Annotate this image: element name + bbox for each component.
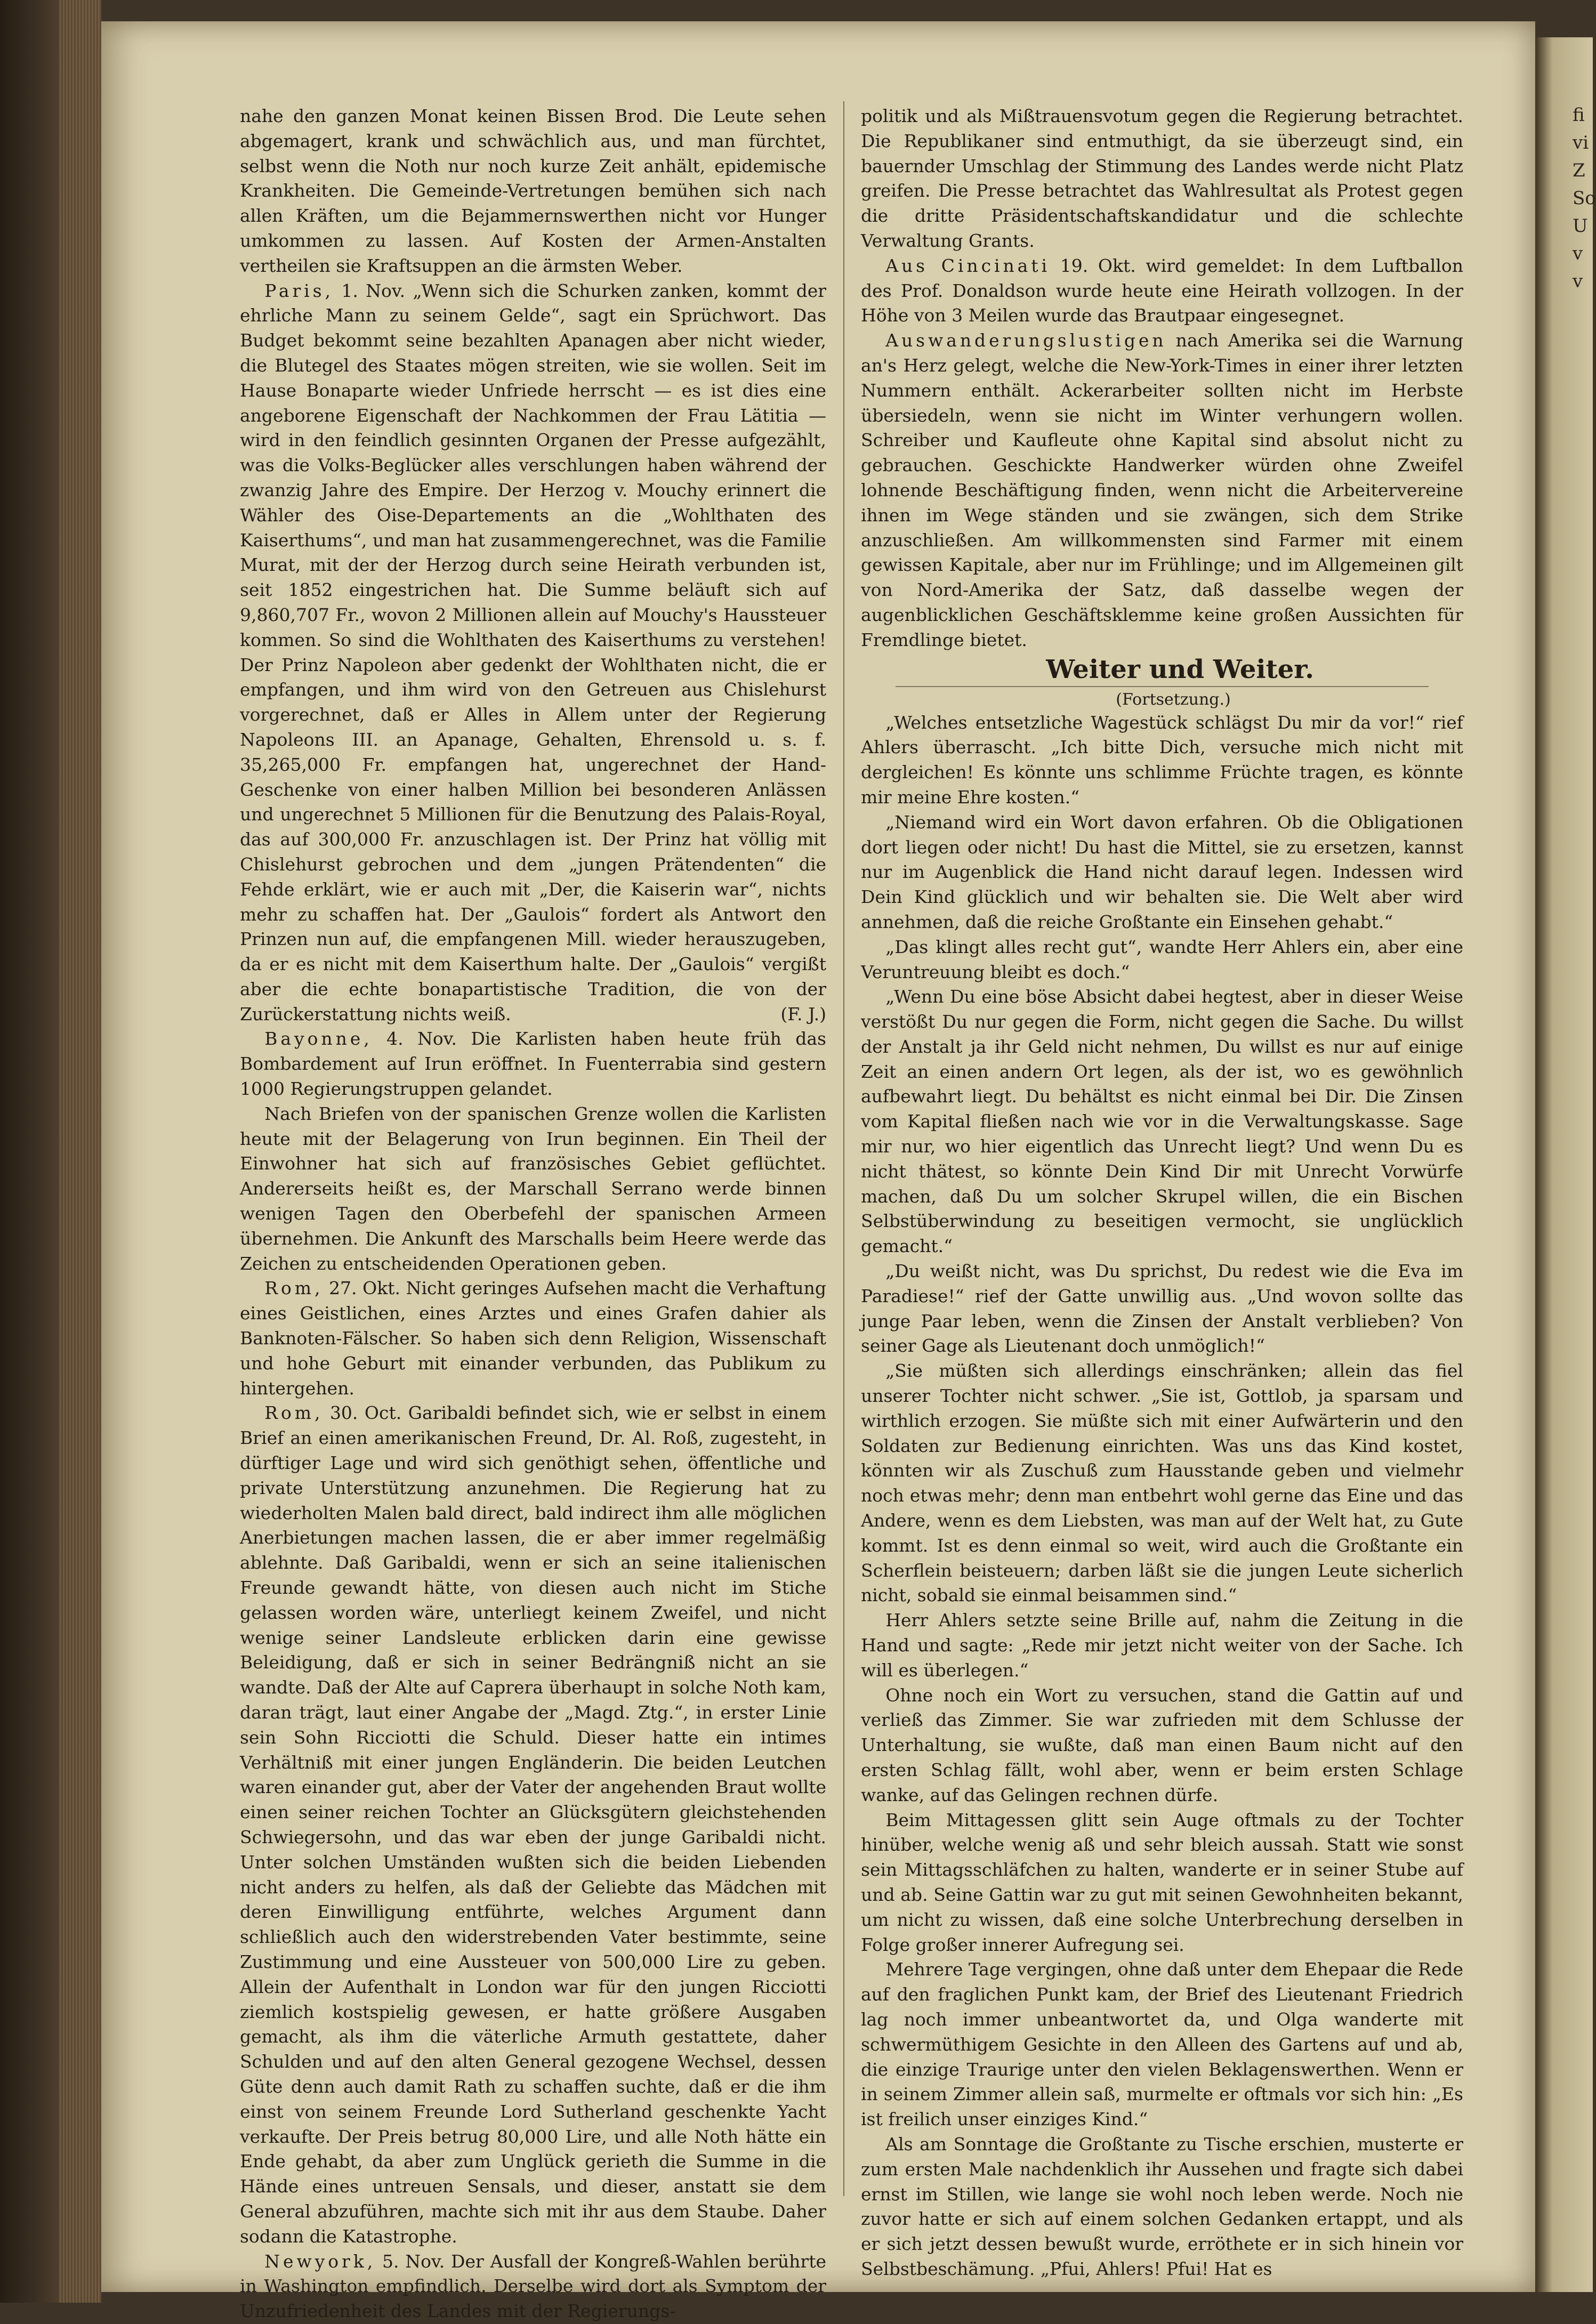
article-paragraph: Paris, 1. Nov. „Wenn sich die Schurken zanken, kommt der ehrliche Mann zu seinem Gelde“, sagt ein Sprüchwort. Das Budget bekommt seine bezahlten Apanagen aber nicht wieder, die Blutegel des Staates mögen streiten, wie sie wollen. Seit im Hause Bonaparte wieder Unfriede herrscht — es ist dies eine angeborene Eigenschaft der Nachkommen der Frau Lätitia — wird in den feindlich gesinnten Organen der Presse aufgezählt, was die Volks-Beglücker alles verschlungen haben während der zwanzig Jahre des Empire. Der Herzog v. Mouchy erinnert die Wähler des Oise-Departements an die „Wohlthaten des Kaiserthums“, und man hat zusammengerechnet, was die Familie Murat, mit der der Herzog durch seine Heirath verbunden ist, seit 1852 eingestrichen hat. Die Summe beläuft sich auf 9,860,707 Fr., wovon 2 Millionen allein auf Mouchy's Haussteuer kommen. So sind die Wohlthaten des Kaiserthums zu verstehen! Der Prinz Napoleon aber gedenkt der Wohlthaten nicht, die er empfangen, und ihm wird von den Getreuen aus Chislehurst vorgerechnet, daß er Alles in Allem unter der Regierung Napoleons III. an Apanage, Gehalten, Ehrensold u. s. f. 35,265,000 Fr. empfangen hat, ungerechnet der Hand-Geschenke von einer halben Million bei besonderen Anlässen und ungerechnet 5 Millionen für die Benutzung des Palais-Royal, das auf 300,000 Fr. anzuschlagen ist. Der Prinz hat völlig mit Chislehurst gebrochen und dem „jungen Prätendenten“ die Fehde erklärt, wie er auch mit „Der, die Kaiserin war“, nichts mehr zu schaffen hat. Der „Gaulois“ fordert als Antwort den Prinzen nun auf, die empfangenen Mill. wieder herauszugeben, da er es nicht mit dem Kaiserthum halte. Der „Gaulois“ vergißt aber die echte bonapartistische Tradition, die von der Zurückerstattung nichts weiß. (F. J.) xyxy=(240,279,826,1027)
article-paragraph: nahe den ganzen Monat keinen Bissen Brod. Die Leute sehen abgemagert, krank und schwächlich aus, und man fürchtet, selbst wenn die Noth nur noch kurze Zeit anhält, epidemische Krankheiten. Die Gemeinde-Vertretungen bemühen sich nach allen Kräften, um die Bejammernswerthen nicht vor Hunger umkommen zu lassen. Auf Kosten der Armen-Anstalten vertheilen sie Kraftsuppen an die ärmsten Weber. xyxy=(240,106,826,276)
story-subtitle: (Fortsetzung.) xyxy=(1116,690,1231,709)
story-paragraph: Beim Mittagessen glitt sein Auge oftmals zu der Tochter hinüber, welche wenig aß und sehr bleich aussah. Statt wie sonst sein Mittagsschläfchen zu halten, wanderte er in seiner Stube auf und ab. Seine Gattin war zu gut mit seinen Gewohnheiten bekannt, um nicht zu wissen, daß eine solche Unterbrechung derselben in Folge großer innerer Aufregung sei. xyxy=(861,1809,1463,1955)
story-paragraph: Herr Ahlers setzte seine Brille auf, nahm die Zeitung in die Hand und sagte: „Rede mir jetzt nicht weiter von der Sache. Ich will es überlegen.“ xyxy=(861,1610,1463,1681)
article-paragraph: Auswanderungslustigen nach Amerika sei die Warnung an's Herz gelegt, welche die New-York-Times in einer ihrer letzten Nummern enthält. Ackerarbeiter sollten nicht im Herbste übersiedeln, wenn sie nicht im Winter verhungern wollen. Schreiber und Kaufleute ohne Kapital sind absolut nicht zu gebrauchen. Geschickte Handwerker würden ohne Zweifel lohnende Beschäftigung finden, wenn nicht die Arbeitervereine ihnen im Wege ständen und sie zwängen, sich dem Strike anzuschließen. Am willkommensten sind Farmer mit einem gewissen Kapitale, aber nur im Frühlinge; und im Allgemeinen gilt von Nord-Amerika der Satz, daß dasselbe wegen der augenblicklichen Geschäftsklemme keine großen Aussichten für Fremdlinge bietet. xyxy=(861,330,1463,650)
left-column xyxy=(240,104,826,2324)
story-paragraph: „Welches entsetzliche Wagestück schlägst Du mir da vor!“ rief Ahlers überrascht. „Ich bitte Dich, versuche mich nicht mit dergleichen! Es könnte uns schlimme Früchte tragen, es könnte mir meine Ehre kosten.“ xyxy=(861,712,1463,808)
article-paragraph: Nach Briefen von der spanischen Grenze wollen die Karlisten heute mit der Belagerung von Irun beginnen. Ein Theil der Einwohner hat sich auf französisches Gebiet geflüchtet. Andererseits heißt es, der Marschall Serrano werde binnen wenigen Tagen den Oberbefehl der spanischen Armeen übernehmen. Die Ankunft des Marschalls beim Heere werde das Zeichen zu entscheidenden Operationen geben. xyxy=(240,1103,826,1274)
dateline: Newyork, xyxy=(264,2250,376,2272)
article-signature: (F. J.) xyxy=(780,1003,826,1024)
column-divider xyxy=(843,101,844,2196)
article-paragraph: Rom, 27. Okt. Nicht geringes Aufsehen macht die Verhaftung eines Geistlichen, eines Arztes und eines Grafen dahier als Banknoten-Fälscher. So haben sich denn Religion, Wissenschaft und hohe Geburt mit einander verbunden, das Publikum zu hintergehen. xyxy=(240,1278,826,1399)
article-paragraph: politik und als Mißtrauensvotum gegen die Regierung betrachtet. Die Republikaner sind entmuthigt, da sie überzeugt sind, ein bauernder Umschlag der Stimmung des Landes werde nicht Platz greifen. Die Presse betrachtet das Wahlresultat als Protest gegen die dritte Präsidentschaftskandidatur und die schlechte Verwaltung Grants. xyxy=(861,106,1463,251)
story-title: Weiter und Weiter. xyxy=(1046,654,1314,684)
dateline: Rom, xyxy=(264,1278,324,1299)
story-paragraph: Ohne noch ein Wort zu versuchen, stand die Gattin auf und verließ das Zimmer. Sie war zufrieden mit dem Schlusse der Unterhaltung, sie wußte, daß man einen Baum nicht auf den ersten Schlag fällt, wohl aber, wenn er beim ersten Schlage wanke, auf das Gelingen rechnen dürfe. xyxy=(861,1684,1463,1805)
story-paragraph: „Das klingt alles recht gut“, wandte Herr Ahlers ein, aber eine Veruntreuung bleibt es doch.“ xyxy=(861,936,1463,982)
dateline: Auswanderungslustigen xyxy=(885,330,1167,351)
story-paragraph: Als am Sonntage die Großtante zu Tische erschien, musterte er zum ersten Male nachdenklich ihr Aussehen und fragte sich dabei ernst im Stillen, wie lange sie wohl noch leben werde. Noch nie zuvor hatte er sich auf einem solchen Gedanken ertappt, und als er sich jetzt dessen bewußt wurde, erröthete er in sich hinein vor Selbstbeschämung. „Pfui, Ahlers! Pfui! Hat es xyxy=(861,2133,1463,2279)
dateline: Rom, xyxy=(264,1402,324,1424)
article-paragraph: Newyork, 5. Nov. Der Ausfall der Kongreß-Wahlen berührte in Washington empfindlich. Derselbe wird dort als Symptom der Unzufriedenheit des Landes mit der Regierungs- xyxy=(240,2250,826,2322)
adjacent-page-text: fi vi Z So U v v xyxy=(1573,104,1596,292)
story-paragraph: „Wenn Du eine böse Absicht dabei hegtest, aber in dieser Weise verstößt Du nur gegen die Form, nicht gegen die Sache. Du willst der Anstalt ja ihr Geld nicht nehmen, Du willst es nur auf einige Zeit an einen andern Ort legen, als der ist, wo es gewöhnlich aufbewahrt liegt. Du behältst es nicht einmal bei Dir. Die Zinsen vom Kapital fließen nach wie vor in die Verwaltungskasse. Sage mir nur, wo hier eigentlich das Unrecht liegt? Und wenn Du es nicht thätest, so könnte Dein Kind Dir mit Unrecht Vorwürfe machen, daß Du um solcher Skrupel willen, die ein Bischen Selbstüberwindung zu beseitigen vermocht, sie unglücklich gemacht.“ xyxy=(861,986,1463,1257)
page-edges xyxy=(59,0,101,2303)
adjacent-page xyxy=(1535,37,1596,2292)
title-rule xyxy=(896,686,1429,687)
dateline: Paris, xyxy=(264,280,334,301)
story-paragraph: Mehrere Tage vergingen, ohne daß unter dem Ehepaar die Rede auf den fraglichen Punkt kam, der Brief des Lieutenant Friedrich lag noch immer unbeantwortet da, und Olga wanderte mit schwermüthigem Gesichte in den Alleen des Gartens auf und ab, die einzige Traurige unter den vielen Beklagenswerthen. Wenn er in seinem Zimmer allein saß, murmelte er oftmals vor sich hin: „Es ist freilich unser einziges Kind.“ xyxy=(861,1959,1463,2130)
story-paragraph: „Du weißt nicht, was Du sprichst, Du redest wie die Eva im Paradiese!“ rief der Gatte unwillig aus. „Und wovon sollte das junge Paar leben, wenn die Zinsen der Anstalt verblieben? Von seiner Gage als Lieutenant doch unmöglich!“ xyxy=(861,1261,1463,1357)
article-paragraph: Bayonne, 4. Nov. Die Karlisten haben heute früh das Bombardement auf Irun eröffnet. In Fuenterrabia sind gestern 1000 Regierungstruppen gelandet. xyxy=(240,1028,826,1100)
story-paragraph: „Sie müßten sich allerdings einschränken; allein das fiel unserer Tochter nicht schwer. „Sie ist, Gottlob, ja sparsam und wirthlich erzogen. Sie müßte sich mit einer Aufwärterin und den Soldaten zur Bedienung einrichten. Was uns das Kind kostet, könnten wir als Zuschuß zum Hausstande geben und vielmehr noch etwas mehr; denn man entbehrt wohl gerne das Eine und das Andere, wenn es dem Liebsten, was man auf der Welt hat, zu Gute kommt. Ist es denn einmal so weit, wird auch die Großtante ein Scherflein beisteuern; darben läßt sie die jungen Leute sicherlich nicht, sobald sie einmal beisammen sind.“ xyxy=(861,1360,1463,1606)
right-column xyxy=(861,104,1463,2282)
story-paragraph: „Niemand wird ein Wort davon erfahren. Ob die Obligationen dort liegen oder nicht! Du hast die Mittel, sie zu ersetzen, kannst nur im Augenblick die Hand nicht darauf legen. Indessen wird Dein Kind glücklich und wir behalten sie. Die Welt aber wird annehmen, daß die reiche Großtante ein Einsehen gehabt.“ xyxy=(861,811,1463,932)
dateline: Bayonne, xyxy=(264,1028,373,1050)
article-paragraph: Aus Cincinati 19. Okt. wird gemeldet: In dem Luftballon des Prof. Donaldson wurde heute eine Heirath vollzogen. In der Höhe von 3 Meilen wurde das Brautpaar eingesegnet. xyxy=(861,255,1463,326)
article-paragraph: Rom, 30. Oct. Garibaldi befindet sich, wie er selbst in einem Brief an einen amerikanischen Freund, Dr. Al. Roß, zugesteht, in dürftiger Lage und wird sich genöthigt sehen, öffentliche und private Unterstützung anzunehmen. Die Regierung hat zu wiederholten Malen bald direct, bald indirect ihm alle möglichen Anerbietungen machen lassen, die er aber immer regelmäßig ablehnte. Daß Garibaldi, wenn er sich an seine italienischen Freunde gewandt hätte, von diesen auch nicht im Stiche gelassen worden wäre, unterliegt keinem Zweifel, und nicht wenige seiner Landsleute erblicken darin eine gewisse Beleidigung, daß er sich in seiner Bedrängniß nicht an sie wandte. Daß der Alte auf Caprera überhaupt in solche Noth kam, daran trägt, laut einer Angabe der „Magd. Ztg.“, in erster Linie sein Sohn Ricciotti die Schuld. Dieser hatte ein intimes Verhältniß mit einer jungen Engländerin. Die beiden Leutchen waren einander gut, aber der Vater der angehenden Braut wollte einen seiner reichen Tochter an Glücksgütern gleichstehenden Schwiegersohn, und das war eben der junge Garibaldi nicht. Unter solchen Umständen wußten sich die beiden Liebenden nicht anders zu helfen, als daß der Geliebte das Mädchen mit deren Einwilligung entführte, welches Argument dann schließlich auch den widerstrebenden Vater bestimmte, seine Zustimmung und eine Aussteuer von 500,000 Lire zu geben. Allein der Aufenthalt in London war für den jungen Ricciotti ziemlich kostspielig gewesen, er hatte größere Ausgaben gemacht, als ihm die väterliche Armuth gestattete, daher Schulden und auf den alten General gezogene Wechsel, dessen Güte denn auch damit Rath zu schaffen suchte, daß er die ihm einst von seinem Freunde Lord Sutherland geschenkte Yacht verkaufte. Der Preis betrug 80,000 Lire, und alle Noth hätte ein Ende gehabt, da aber zum Unglück gerieth die Summe in die Hände eines untreuen Sensals, und dieser, anstatt sie dem General abzuführen, machte sich mit ihr aus dem Staube. Daher sodann die Katastrophe. xyxy=(240,1402,826,2247)
dateline: Aus Cincinati xyxy=(885,255,1050,276)
